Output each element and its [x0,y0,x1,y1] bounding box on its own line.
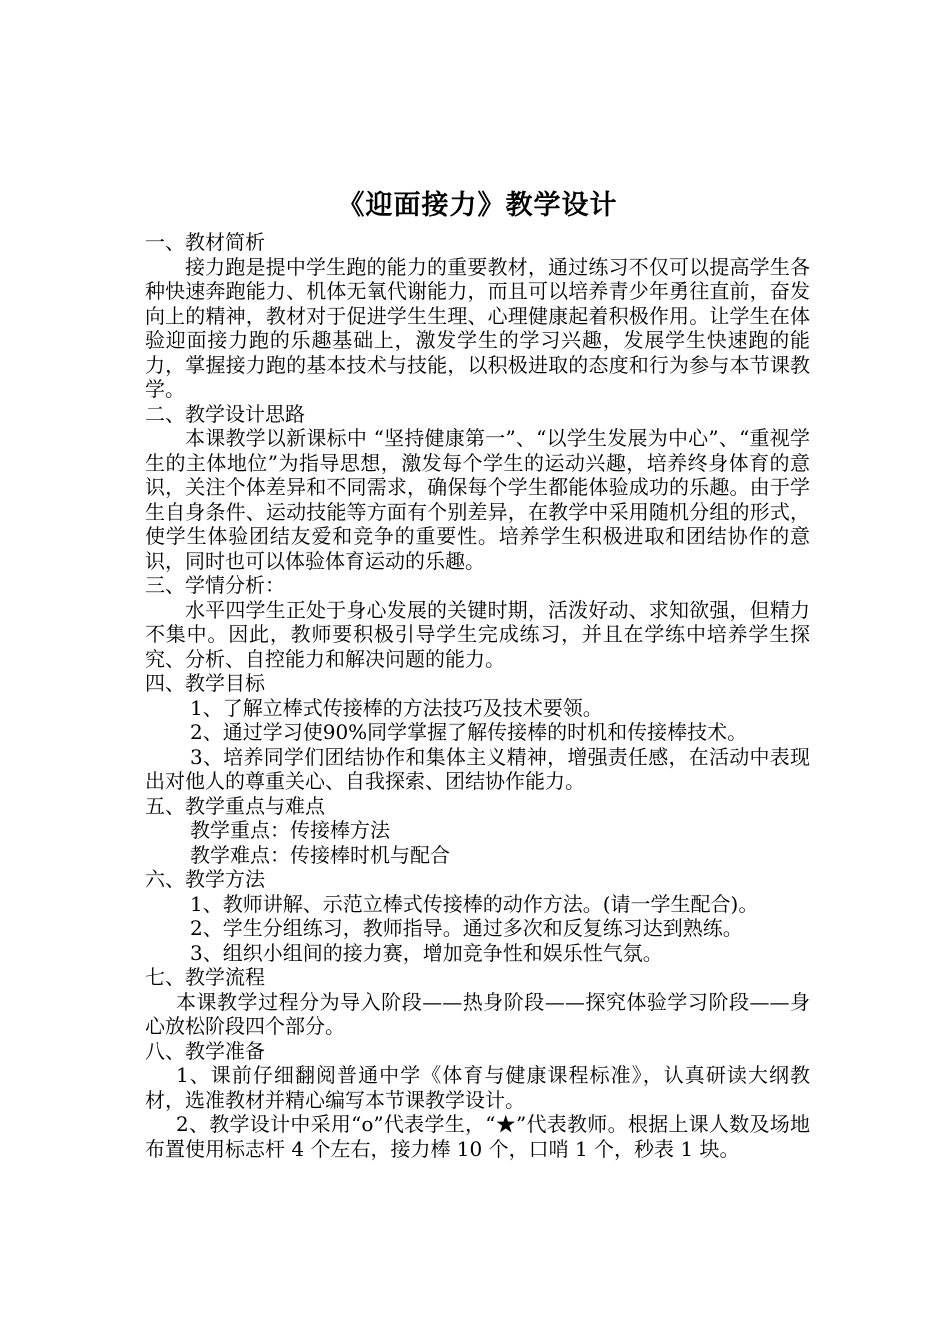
section-teaching-goals [145,671,810,794]
section-paragraph: 本课教学以新课标中 “坚持健康第一”、“以学生发展为中心”、“重视学生的主体地位”为指导思想，激发每个学生的运动兴趣，培养终身体育的意识，关注个体差异和不同需求，确保每个学生都能体验成功的乐趣。由于学生自身条件、运动技能等方面有个别差异，在教学中采用随机分组的形式，使学生体验团结友爱和竞争的重要性。培养学生积极进取和团结协作的意识，同时也可以体验体育运动的乐趣。 [145,426,810,573]
section-heading: 八、教学准备 [145,1038,265,1063]
document-title: 《迎面接力》教学设计 [337,190,618,221]
section-heading: 三、学情分析： [145,573,285,597]
section-heading: 一、教材简析 [145,230,265,254]
section-paragraph: 本课教学过程分为导入阶段——热身阶段——探究体验学习阶段——身心放松阶段四个部分。 [145,989,810,1038]
list-item: 3、组织小组间的接力赛，增加竞争性和娱乐性气氛。 [190,940,663,965]
section-heading: 六、教学方法 [145,867,265,891]
list-item: 2、学生分组练习，教师指导。通过多次和反复练习达到熟练。 [190,916,743,940]
list-item: 1、教师讲解、示范立棒式传接棒的动作方法。(请一学生配合)。 [190,891,759,916]
list-item: 教学难点：传接棒时机与配合 [190,842,450,867]
section-heading: 五、教学重点与难点 [145,793,325,818]
section-design-idea [145,402,810,574]
section-paragraph: 水平四学生正处于身心发展的关键时期，活泼好动、求知欲强，但精力不集中。因此，教师要积极引导学生完成练习，并且在学练中培养学生探究、分析、自控能力和解决问题的能力。 [145,597,810,671]
list-item: 教学重点：传接棒方法 [190,818,390,842]
document-page [145,186,810,1161]
list-item: 2、通过学习使90%同学掌握了解传接棒的时机和传接棒技术。 [190,720,748,744]
section-heading: 七、教学流程 [145,965,265,989]
list-item: 3、培养同学们团结协作和集体主义精神，增强责任感，在活动中表现出对他人的尊重关心、自我探索、团结协作能力。 [145,744,810,793]
section-heading: 四、教学目标 [145,671,265,695]
section-teaching-process [145,965,810,1039]
section-key-points [145,794,810,868]
section-teaching-methods [145,867,810,965]
section-heading: 二、教学设计思路 [145,401,305,426]
section-paragraph: 2、教学设计中采用“o”代表学生，“★”代表教师。根据上课人数及场地布置使用标志杆 4 个左右，接力棒 10 个，口哨 1 个，秒表 1 块。 [145,1112,810,1161]
list-item: 1、了解立棒式传接棒的方法技巧及技术要领。 [190,695,603,720]
section-textbook-analysis [145,230,810,402]
section-teaching-preparation [145,1039,810,1162]
section-student-analysis [145,573,810,671]
section-paragraph: 1、课前仔细翻阅普通中学《体育与健康课程标准》，认真研读大纲教材，选准教材并精心编写本节课教学设计。 [145,1063,810,1112]
section-paragraph: 接力跑是提中学生跑的能力的重要教材，通过练习不仅可以提高学生各种快速奔跑能力、机体无氧代谢能力，而且可以培养青少年勇往直前，奋发向上的精神，教材对于促进学生生理、心理健康起着积极作用。让学生在体验迎面接力跑的乐趣基础上，激发学生的学习兴趣，发展学生快速跑的能力，掌握接力跑的基本技术与技能，以积极进取的态度和行为参与本节课教学。 [145,254,810,401]
